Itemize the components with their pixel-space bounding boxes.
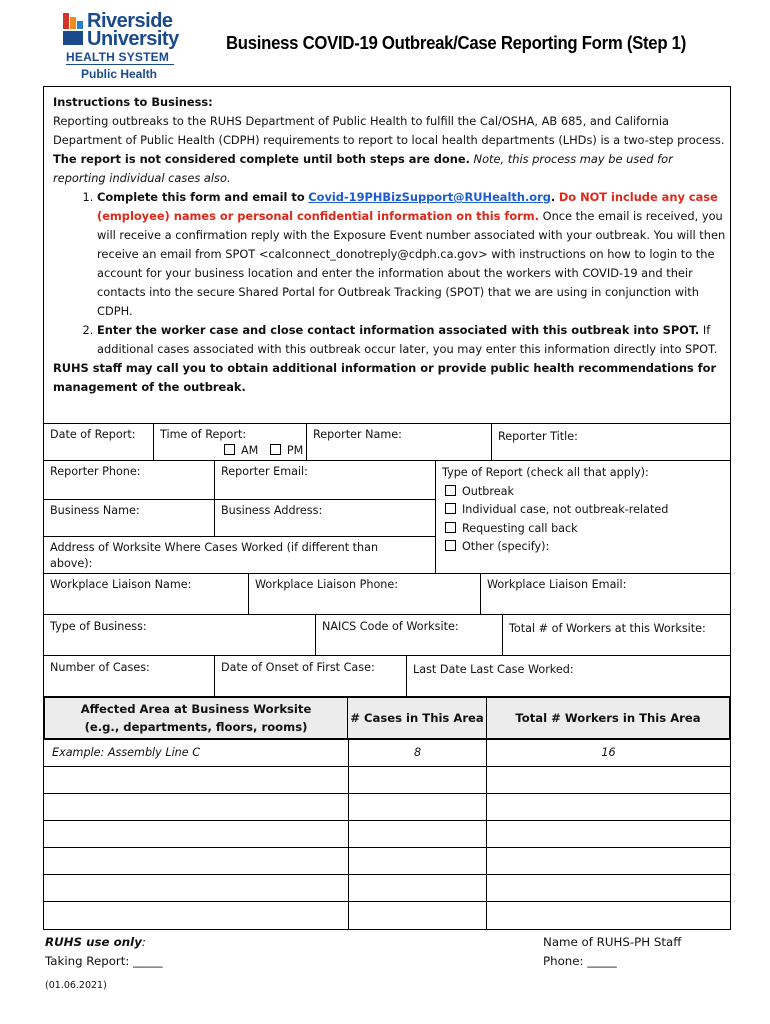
liaison-phone-field[interactable] [248, 573, 481, 615]
table-cell-empty[interactable] [348, 847, 487, 875]
step-2-text: If additional cases associated with this outbreak occur later, you may enter this information directly into SPOT. [97, 323, 718, 356]
ruhs-use-colon: : [141, 935, 146, 949]
last-date-label: Last Date Last Case Worked: [413, 663, 574, 676]
logo-divider [66, 64, 174, 65]
instructions-intro-bold: The report is not considered complete until both steps are done. [53, 152, 470, 166]
logo-mark-icon [63, 13, 85, 47]
staff-block [543, 933, 681, 971]
logo-line-public-health: Public Health [81, 67, 158, 81]
table-cell-empty[interactable] [486, 901, 731, 930]
step-1-warning: Do NOT include any case (employee) names or personal confidential information on this form. [97, 190, 718, 223]
type-of-report-field [435, 460, 731, 574]
table-cell-empty[interactable] [486, 793, 731, 821]
worksite-address-field[interactable] [43, 536, 436, 574]
table-cell-empty[interactable] [486, 820, 731, 848]
table-cell-empty[interactable] [348, 793, 487, 821]
table-cell-empty[interactable] [43, 793, 349, 821]
table-cell-empty[interactable] [348, 820, 487, 848]
form-title: Business COVID-19 Outbreak/Case Reporting Form (Step 1) [226, 33, 687, 53]
total-workers-label: Total # of Workers at this Worksite: [509, 622, 706, 635]
liaison-email-label: Workplace Liaison Email: [487, 578, 627, 591]
pm-checkbox[interactable] [270, 444, 281, 455]
individual-case-checkbox[interactable] [445, 503, 456, 514]
instructions-steps [53, 188, 727, 359]
instructions-box [43, 86, 731, 426]
table-cell-empty[interactable] [43, 820, 349, 848]
ruhs-use-label: RUHS use only [45, 935, 142, 949]
liaison-phone-label: Workplace Liaison Phone: [255, 578, 399, 591]
support-email-link[interactable]: Covid-19PHBizSupport@RUHealth.org [308, 190, 551, 204]
table-header-cases: # Cases in This Area [347, 696, 487, 740]
table-header-area-line1: Affected Area at Business Worksite [80, 702, 312, 716]
am-checkbox[interactable] [224, 444, 235, 455]
report-type-outbreak: Outbreak [462, 484, 514, 498]
date-onset-label: Date of Onset of First Case: [221, 661, 375, 674]
table-cell-empty[interactable] [486, 766, 731, 794]
reporter-phone-label: Reporter Phone: [50, 465, 141, 478]
reporter-email-label: Reporter Email: [221, 465, 308, 478]
step-1-bold: Complete this form and email to [97, 190, 305, 204]
reporter-name-field[interactable] [306, 423, 492, 461]
instructions-intro-italic: Note, this process may be used for reporting individual cases also. [53, 152, 673, 185]
time-of-report-label: Time of Report: [160, 428, 247, 441]
step-2 [97, 321, 727, 359]
instructions-heading: Instructions to Business: [53, 95, 213, 109]
reporter-title-label: Reporter Title: [498, 430, 578, 443]
naics-code-field[interactable] [315, 614, 503, 656]
table-cell-empty[interactable] [43, 901, 349, 930]
ruhs-use-block [45, 933, 163, 971]
logo-line-riverside: Riverside [87, 10, 173, 32]
liaison-name-label: Workplace Liaison Name: [50, 578, 192, 591]
business-name-label: Business Name: [50, 504, 140, 517]
taking-report-label: Taking Report: _____ [45, 954, 163, 968]
report-type-individual: Individual case, not outbreak-related [462, 503, 669, 516]
type-of-business-field[interactable] [43, 614, 316, 656]
step-1: 1. Complete this form and email to Covid-19PHBizSupport@RUHealth.org. Do NOT include any case (employee) names or personal confidential information on this form. Once the email is received, you will receive a confirmation reply with the Exposure Event number associated with your outbreak. You will then receive an email from SPOT <calconnect_donotreply@cdph.ca.gov> with instructions on how to login to the account for your business location and enter the information about the workers with COVID-19 and their contacts into the secure Shared Portal for Outbreak Tracking (SPOT) that we are using in conjunction with CDPH. [97, 188, 727, 321]
ruhs-logo [63, 11, 183, 81]
step-2-bold: Enter the worker case and close contact information associated with this outbreak into SPOT. [97, 323, 700, 337]
outbreak-checkbox[interactable] [445, 485, 456, 496]
table-cell-area-example[interactable]: Example: Assembly Line C [43, 739, 349, 767]
report-type-other: Other (specify): [462, 540, 550, 553]
form-version: (01.06.2021) [45, 980, 107, 991]
table-header-workers: Total # Workers in This Area [486, 696, 731, 740]
business-address-label: Business Address: [221, 504, 323, 517]
step-1-text: Once the email is received, you will receive a confirmation reply with the Exposure Event number associated with your outbreak. You will then receive an email from SPOT <calconnect_donotreply@cdph.ca.gov> with instructions on how to login to the account for your business location and enter the information about the workers with COVID-19 and their contacts into the secure Shared Portal for Outbreak Tracking (SPOT) that we are using in conjunction with CDPH. [97, 209, 726, 318]
table-cell-empty[interactable] [348, 874, 487, 902]
liaison-email-field[interactable] [480, 573, 731, 615]
table-cell-workers-example[interactable]: 16 [486, 739, 731, 767]
other-checkbox[interactable] [445, 540, 456, 551]
total-workers-field[interactable] [502, 614, 731, 656]
table-cell-empty[interactable] [43, 766, 349, 794]
type-of-business-label: Type of Business: [50, 620, 147, 633]
table-header-area [43, 696, 349, 740]
table-cell-empty[interactable] [43, 874, 349, 902]
business-name-field[interactable] [43, 499, 215, 537]
table-cell-empty[interactable] [486, 874, 731, 902]
staff-name-label: Name of RUHS-PH Staff [543, 935, 682, 949]
date-of-report-label: Date of Report: [50, 428, 136, 441]
date-onset-field[interactable] [214, 655, 407, 697]
table-cell-empty[interactable] [348, 766, 487, 794]
pm-label: PM [286, 444, 304, 457]
am-label: AM [241, 444, 259, 457]
reporter-phone-field[interactable] [43, 460, 215, 500]
type-of-report-label: Type of Report (check all that apply): [442, 466, 649, 479]
call-back-checkbox[interactable] [445, 522, 456, 533]
table-cell-empty[interactable] [486, 847, 731, 875]
number-of-cases-label: Number of Cases: [50, 661, 150, 674]
table-header-area-line2: (e.g., departments, floors, rooms) [84, 720, 308, 734]
table-cell-cases-example[interactable]: 8 [348, 739, 487, 767]
last-date-field[interactable] [406, 655, 731, 697]
liaison-name-field[interactable] [43, 573, 249, 615]
logo-line-university: University [87, 28, 179, 50]
number-of-cases-field[interactable] [43, 655, 215, 697]
logo-line-health-system: HEALTH SYSTEM [66, 50, 170, 64]
instructions-intro: Reporting outbreaks to the RUHS Department of Public Health to fulfill the Cal/OSHA, AB 685, and California Department of Public Health (CDPH) requirements to report to local health departments (LHDs) is a two-step process. [53, 114, 725, 147]
table-cell-empty[interactable] [43, 847, 349, 875]
business-address-field[interactable] [214, 499, 436, 537]
naics-code-label: NAICS Code of Worksite: [322, 620, 459, 633]
reporter-name-label: Reporter Name: [313, 428, 402, 441]
table-cell-empty[interactable] [348, 901, 487, 930]
report-type-call-back: Requesting call back [462, 521, 578, 535]
reporter-title-field[interactable] [491, 423, 731, 461]
reporter-email-field[interactable] [214, 460, 436, 500]
staff-phone-label: Phone: _____ [543, 954, 617, 968]
worksite-address-label: Address of Worksite Where Cases Worked (if different than above): [50, 541, 379, 570]
time-of-report-field[interactable] [153, 423, 307, 461]
instructions-closing: RUHS staff may call you to obtain additional information or provide public health recommendations for management of the outbreak. [53, 361, 717, 394]
date-of-report-field[interactable] [43, 423, 154, 461]
